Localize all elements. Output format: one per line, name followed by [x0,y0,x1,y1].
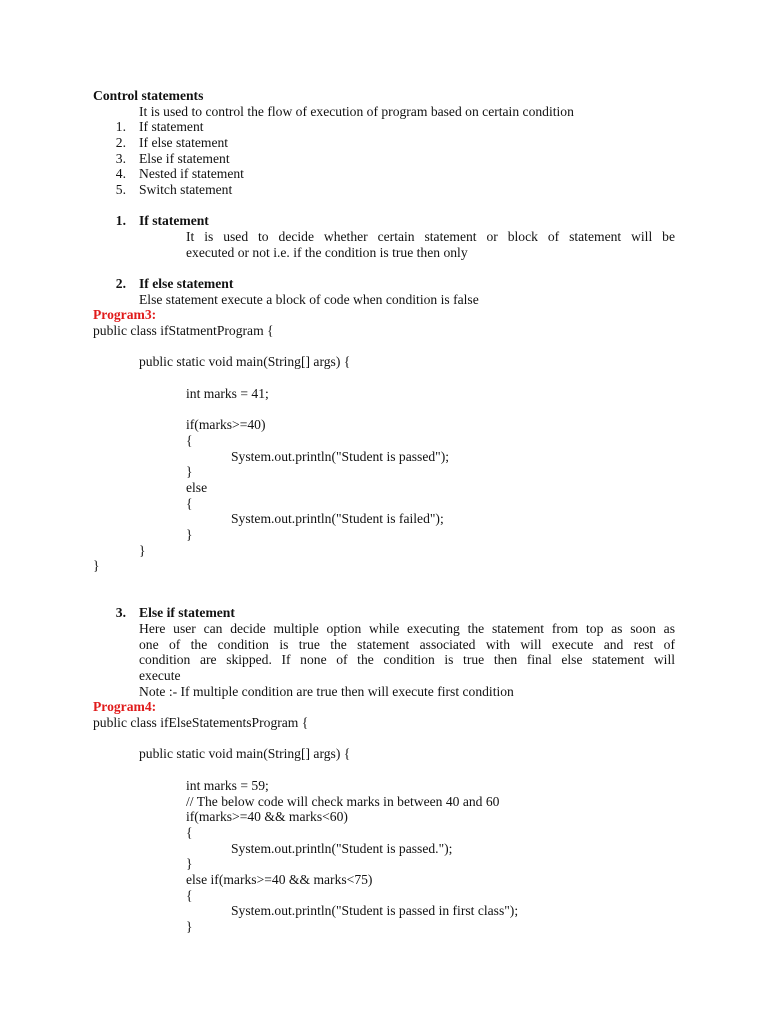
section-body-line: condition are skipped. If none of the condition is true then final else statement will [139,652,675,667]
code-line: else if(marks>=40 && marks<75) [186,872,373,887]
section-body-line: execute [139,668,181,683]
code-line: public class ifElseStatementsProgram { [93,715,309,730]
section-note: Note :- If multiple condition are true then will execute first condition [139,684,514,699]
intro-text: It is used to control the flow of execution of program based on certain condition [139,104,574,119]
list-item-number: 2. [115,135,126,150]
page-title: Control statements [93,88,204,103]
list-item: Nested if statement [139,166,244,181]
list-item: If else statement [139,135,229,150]
code-line: { [186,433,193,448]
code-line: } [186,527,193,542]
section-number: 1. [115,213,126,228]
code-line: } [186,919,193,934]
section-number: 3. [115,605,126,620]
code-line: { [186,888,193,903]
code-line: } [186,464,193,479]
list-item: Switch statement [139,182,233,197]
section-title: If statement [139,213,209,228]
list-item-number: 4. [115,166,126,181]
list-item-number: 3. [115,151,126,166]
code-line: } [93,558,100,573]
code-line: else [186,480,208,495]
section-number: 2. [115,276,126,291]
program-label: Program3: [93,307,157,322]
code-line: { [186,496,193,511]
code-line: if(marks>=40 && marks<60) [186,809,348,824]
list-item-number: 1. [115,119,126,134]
code-line: int marks = 41; [186,386,269,401]
section-body: Else statement execute a block of code when condition is false [139,292,479,307]
list-item: If statement [139,119,204,134]
code-line: { [186,825,193,840]
code-line: System.out.println("Student is passed"); [231,449,450,464]
section-body-line: executed or not i.e. if the condition is true then only [186,245,468,260]
code-line: // The below code will check marks in between 40 and 60 [186,794,500,809]
code-line: public static void main(String[] args) { [139,746,351,761]
list-item-number: 5. [115,182,126,197]
section-body-line: It is used to decide whether certain statement or block of statement will be [186,229,675,244]
section-body-line: Here user can decide multiple option while executing the statement from top as soon as [139,621,675,636]
code-line: System.out.println("Student is passed."); [231,841,453,856]
code-line: } [186,856,193,871]
code-line: System.out.println("Student is failed"); [231,511,444,526]
code-line: public static void main(String[] args) { [139,354,351,369]
code-line: int marks = 59; [186,778,269,793]
code-line: System.out.println("Student is passed in first class"); [231,903,519,918]
code-line: public class ifStatmentProgram { [93,323,274,338]
section-title: Else if statement [139,605,235,620]
code-line: } [139,543,146,558]
section-body-line: one of the condition is true the statement associated with will execute and rest of [139,637,675,652]
section-title: If else statement [139,276,234,291]
list-item: Else if statement [139,151,230,166]
code-line: if(marks>=40) [186,417,266,432]
program-label: Program4: [93,699,157,714]
